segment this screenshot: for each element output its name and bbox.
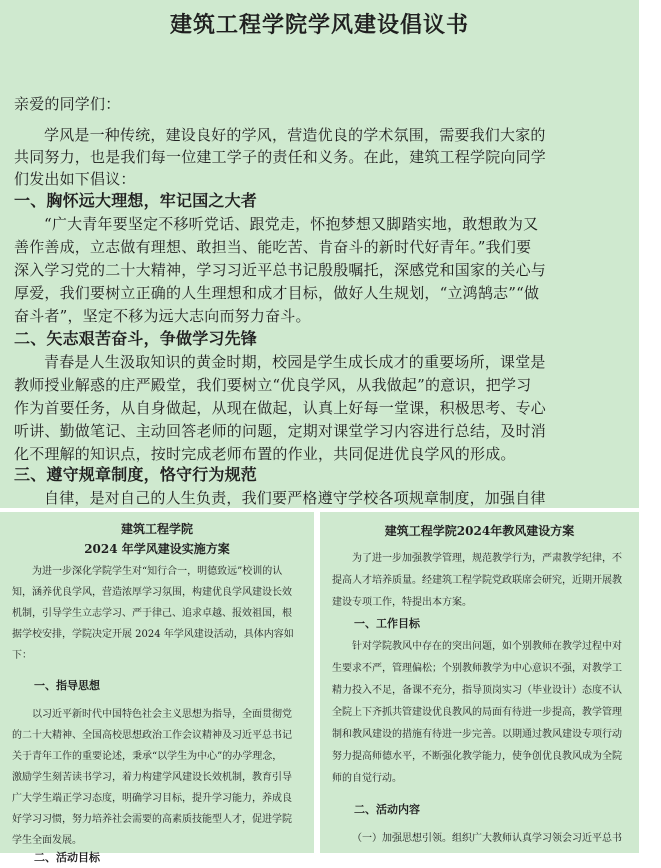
section-line: 自律，是对自己的人生负责，我们要严格遵守学校各项规章制度，加强自律: [44, 489, 546, 507]
section-heading: 一、胸怀远大理想，牢记国之大者: [14, 191, 258, 210]
section-line: 青春是人生汲取知识的黄金时期，校园是学生成长成才的重要场所，课堂是: [44, 353, 546, 371]
study-style-plan: [0, 512, 314, 864]
intro-line: 建设专项工作，特提出本方案。: [332, 597, 472, 608]
teaching-style-plan: [320, 512, 639, 853]
intro-line: 为了进一步加强教学管理，规范教学行为，严肃教学纪律，不: [352, 553, 622, 564]
section-line: 学生全面发展。: [12, 835, 82, 846]
section-line: 生要求不严，管理偏松；个别教师教学为中心意识不强，对教学工: [332, 663, 622, 674]
section-line: 努力提高师德水平，不断强化教学能力，使争创优良教风成为全院: [332, 751, 622, 762]
intro-line: 机制，引导学生立志学习、严于律己、追求卓越、报效祖国，根: [12, 608, 292, 619]
section-line: “广大青年要坚定不移听党话、跟党走，怀抱梦想又脚踏实地，敢想敢为又: [44, 215, 539, 233]
intro-line: 学风是一种传统，建设良好的学风，营造优良的学术氛围，需要我们大家的: [44, 126, 546, 144]
section-line: 善作善成，立志做有理想、敢担当、能吃苦、肯奋斗的新时代好青年。”我们要: [14, 238, 532, 256]
section-heading: 二、活动内容: [354, 803, 420, 816]
section-line: 师的自觉行动。: [332, 773, 402, 784]
salutation: 亲爱的同学们：: [14, 95, 121, 113]
section-line: 听讲、勤做笔记、主动回答老师的问题，定期对课堂学习内容进行总结，及时消: [14, 422, 547, 440]
intro-line: 知，涵养优良学风，营造浓厚学习氛围，构建优良学风建设长效: [12, 587, 292, 598]
section-line: 全院上下齐抓共管建设优良教风的局面有待进一步提高，教学管理: [332, 707, 622, 718]
section-line: 针对学院教风中存在的突出问题，如个别教师在教学过程中对: [352, 641, 622, 652]
intro-line: 共同努力，也是我们每一位建工学子的责任和义务。在此，建筑工程学院向同学: [14, 148, 547, 166]
section-line: 以习近平新时代中国特色社会主义思想为指导，全面贯彻党: [32, 709, 292, 720]
section-line: 好学习习惯，努力培养社会需要的高素质技能型人才，促进学院: [12, 814, 292, 825]
proposal-title: 建筑工程学院学风建设倡议书: [169, 12, 469, 38]
intro-line: 们发出如下倡议：: [14, 170, 136, 188]
intro-line: 为进一步深化学院学生对“知行合一，明德致远”校训的认: [32, 566, 283, 577]
plan-org-title: 建筑工程学院: [120, 522, 193, 536]
section-line: 奋斗者”，坚定不移为远大志向而努力奋斗。: [14, 307, 311, 325]
section-line: 广大学生端正学习态度，明确学习目标，提升学习能力，养成良: [12, 793, 292, 804]
intro-line: 提高人才培养质量。经建筑工程学院党政联席会研究，近期开展教: [332, 575, 622, 586]
section-line: 教师授业解惑的庄严殿堂，我们要树立“优良学风，从我做起”的意识，把学习: [14, 376, 532, 394]
intro-line: 据学校安排，学院决定开展 2024 年学风建设活动，具体内容如: [12, 629, 294, 640]
section-heading: 二、活动目标: [34, 851, 100, 864]
section-line: 化不理解的知识点，按时完成老师布置的作业，共同促进优良学风的形成。: [14, 445, 516, 463]
section-line: 作为首要任务，从自身做起，从现在做起，认真上好每一堂课，积极思考、专心: [14, 399, 547, 417]
section-line: 的二十大精神、全国高校思想政治工作会议精神及习近平总书记: [12, 730, 292, 741]
section-line: 精力投入不足，备课不充分，指导顶岗实习（毕业设计）态度不认: [332, 685, 622, 696]
intro-line: 下：: [12, 650, 32, 661]
section-heading: 一、工作目标: [354, 617, 420, 630]
section-line: 激励学生刻苦读书学习，着力构建学风建设长效机制，教育引导: [12, 772, 292, 783]
section-line: 深入学习党的二十大精神，学习习近平总书记殷殷嘱托，深感党和国家的关心与: [14, 261, 547, 279]
section-line: 关于青年工作的重要论述，秉承“以学生为中心”的办学理念，: [12, 751, 283, 762]
section-line: （一）加强思想引领。组织广大教师认真学习领会习近平总书: [352, 833, 622, 844]
section-heading: 二、矢志艰苦奋斗，争做学习先锋: [14, 329, 258, 348]
section-line: 制和教风建设的措施有待进一步完善。以期通过教风建设专项行动: [332, 729, 622, 740]
plan-title: 2024 年学风建设实施方案: [84, 542, 230, 556]
plan-title: 建筑工程学院2024年教风建设方案: [384, 524, 575, 538]
section-heading: 一、指导思想: [34, 679, 100, 692]
section-line: 厚爱，我们要树立正确的人生理想和成才目标，做好人生规划，“立鸿鹄志”“做: [14, 284, 540, 302]
section-heading: 三、遵守规章制度，恪守行为规范: [14, 465, 258, 484]
